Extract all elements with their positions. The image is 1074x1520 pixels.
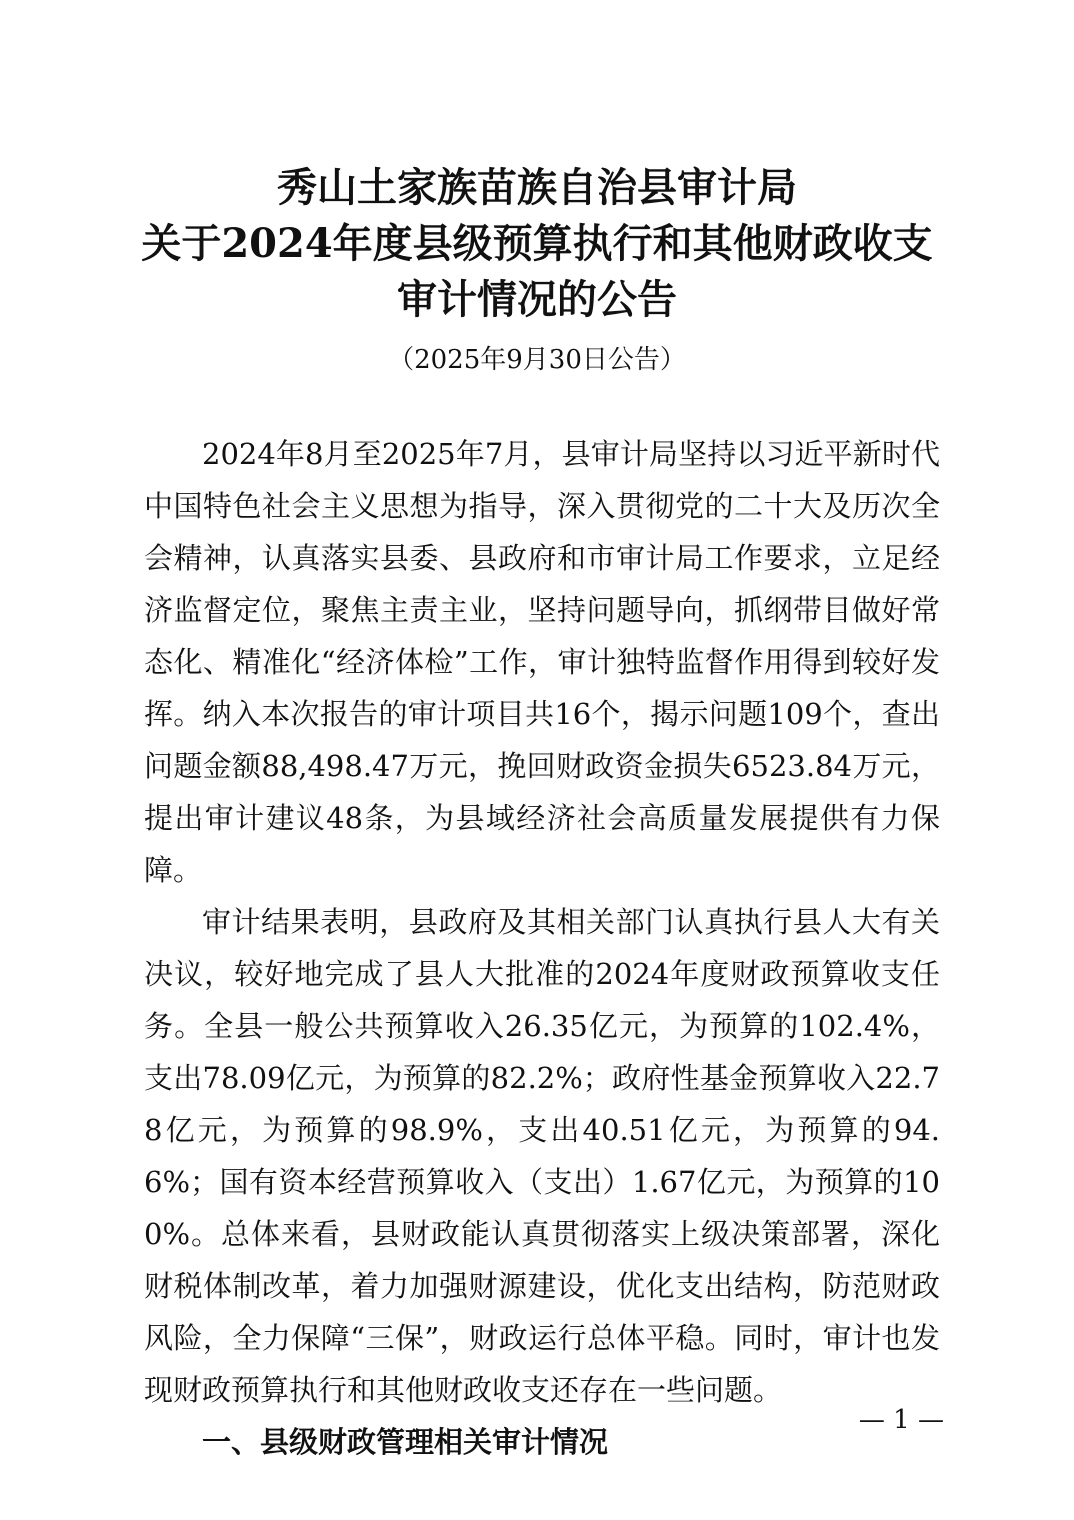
title-line-3: 审计情况的公告 [397,276,677,323]
title-line-1: 秀山土家族苗族自治县审计局 [277,164,797,211]
title-block [120,160,954,380]
document-body [144,428,940,1468]
section-heading: 一、县级财政管理相关审计情况 [202,1425,609,1459]
page-number: — 1 — [858,1405,944,1435]
paragraph-intro: 2024年8月至2025年7月，县审计局坚持以习近平新时代中国特色社会主义思想为指导，深入贯彻党的二十大及历次全会精神，认真落实县委、县政府和市审计局工作要求，立足经济监督定位，聚焦主责主业，坚持问题导向，抓纲带目做好常态化、精准化“经济体检”工作，审计独特监督作用得到较好发挥。纳入本次报告的审计项目共16个，揭示问题109个，查出问题金额88,498.47万元，挽回财政资金损失6523.84万元，提出审计建议48条，为县域经济社会高质量发展提供有力保障。 [144,437,940,887]
paragraph-results: 审计结果表明，县政府及其相关部门认真执行县人大有关决议，较好地完成了县人大批准的2024年度财政预算收支任务。全县一般公共预算收入26.35亿元，为预算的102.4%，支出78.09亿元，为预算的82.2%；政府性基金预算收入22.78亿元，为预算的98.9%，支出40.51亿元，为预算的94.6%；国有资本经营预算收入（支出）1.67亿元，为预算的100%。总体来看，县财政能认真贯彻落实上级决策部署，深化财税体制改革，着力加强财源建设，优化支出结构，防范财政风险，全力保障“三保”，财政运行总体平稳。同时，审计也发现财政预算执行和其他财政收支还存在一些问题。 [144,905,940,1407]
announcement-date: （2025年9月30日公告） [388,345,686,375]
title-line-2: 关于2024年度县级预算执行和其他财政收支 [141,220,933,267]
